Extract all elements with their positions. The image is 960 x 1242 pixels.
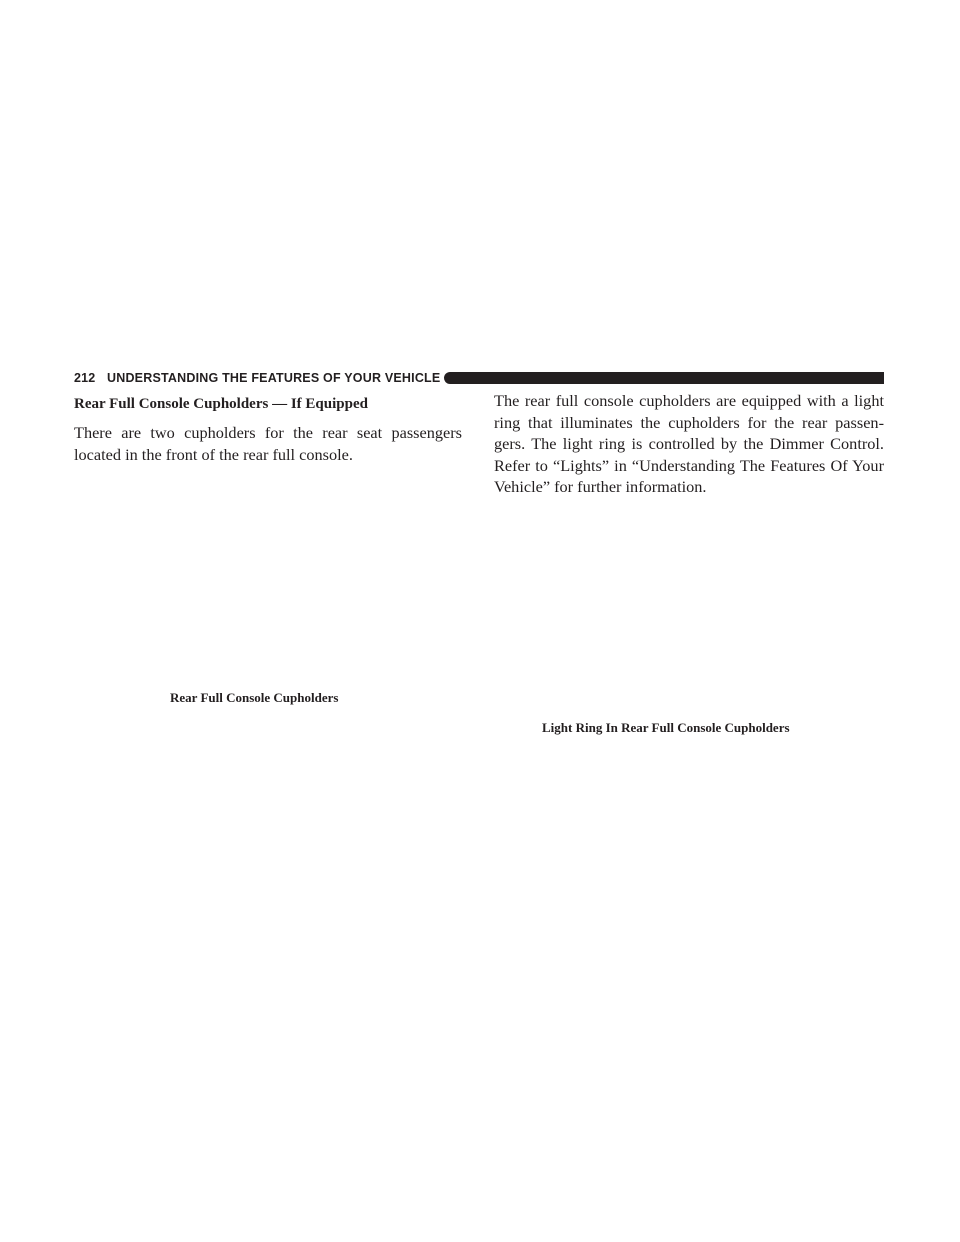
page-number: 212 — [74, 371, 96, 385]
chapter-title: UNDERSTANDING THE FEATURES OF YOUR VEHICLE — [107, 371, 441, 385]
figure-caption-cupholders: Rear Full Console Cupholders — [170, 690, 339, 705]
figure-caption-light-ring: Light Ring In Rear Full Console Cupholders — [542, 720, 790, 735]
page-header — [74, 370, 884, 386]
section-heading: Rear Full Console Cupholders — If Equipped — [74, 396, 368, 412]
right-paragraph: The rear full console cupholders are equipped with a light ring that illuminates the cupholders for the rear passen-gers. The light ring is controlled by the Dimmer Control. Refer to “Lights” in “Understanding The Features Of Your Vehicle” for further information. — [494, 391, 884, 496]
left-paragraph: There are two cupholders for the rear seat passengers located in the front of the rear full console. — [74, 423, 462, 464]
header-rule-bar — [444, 372, 884, 384]
